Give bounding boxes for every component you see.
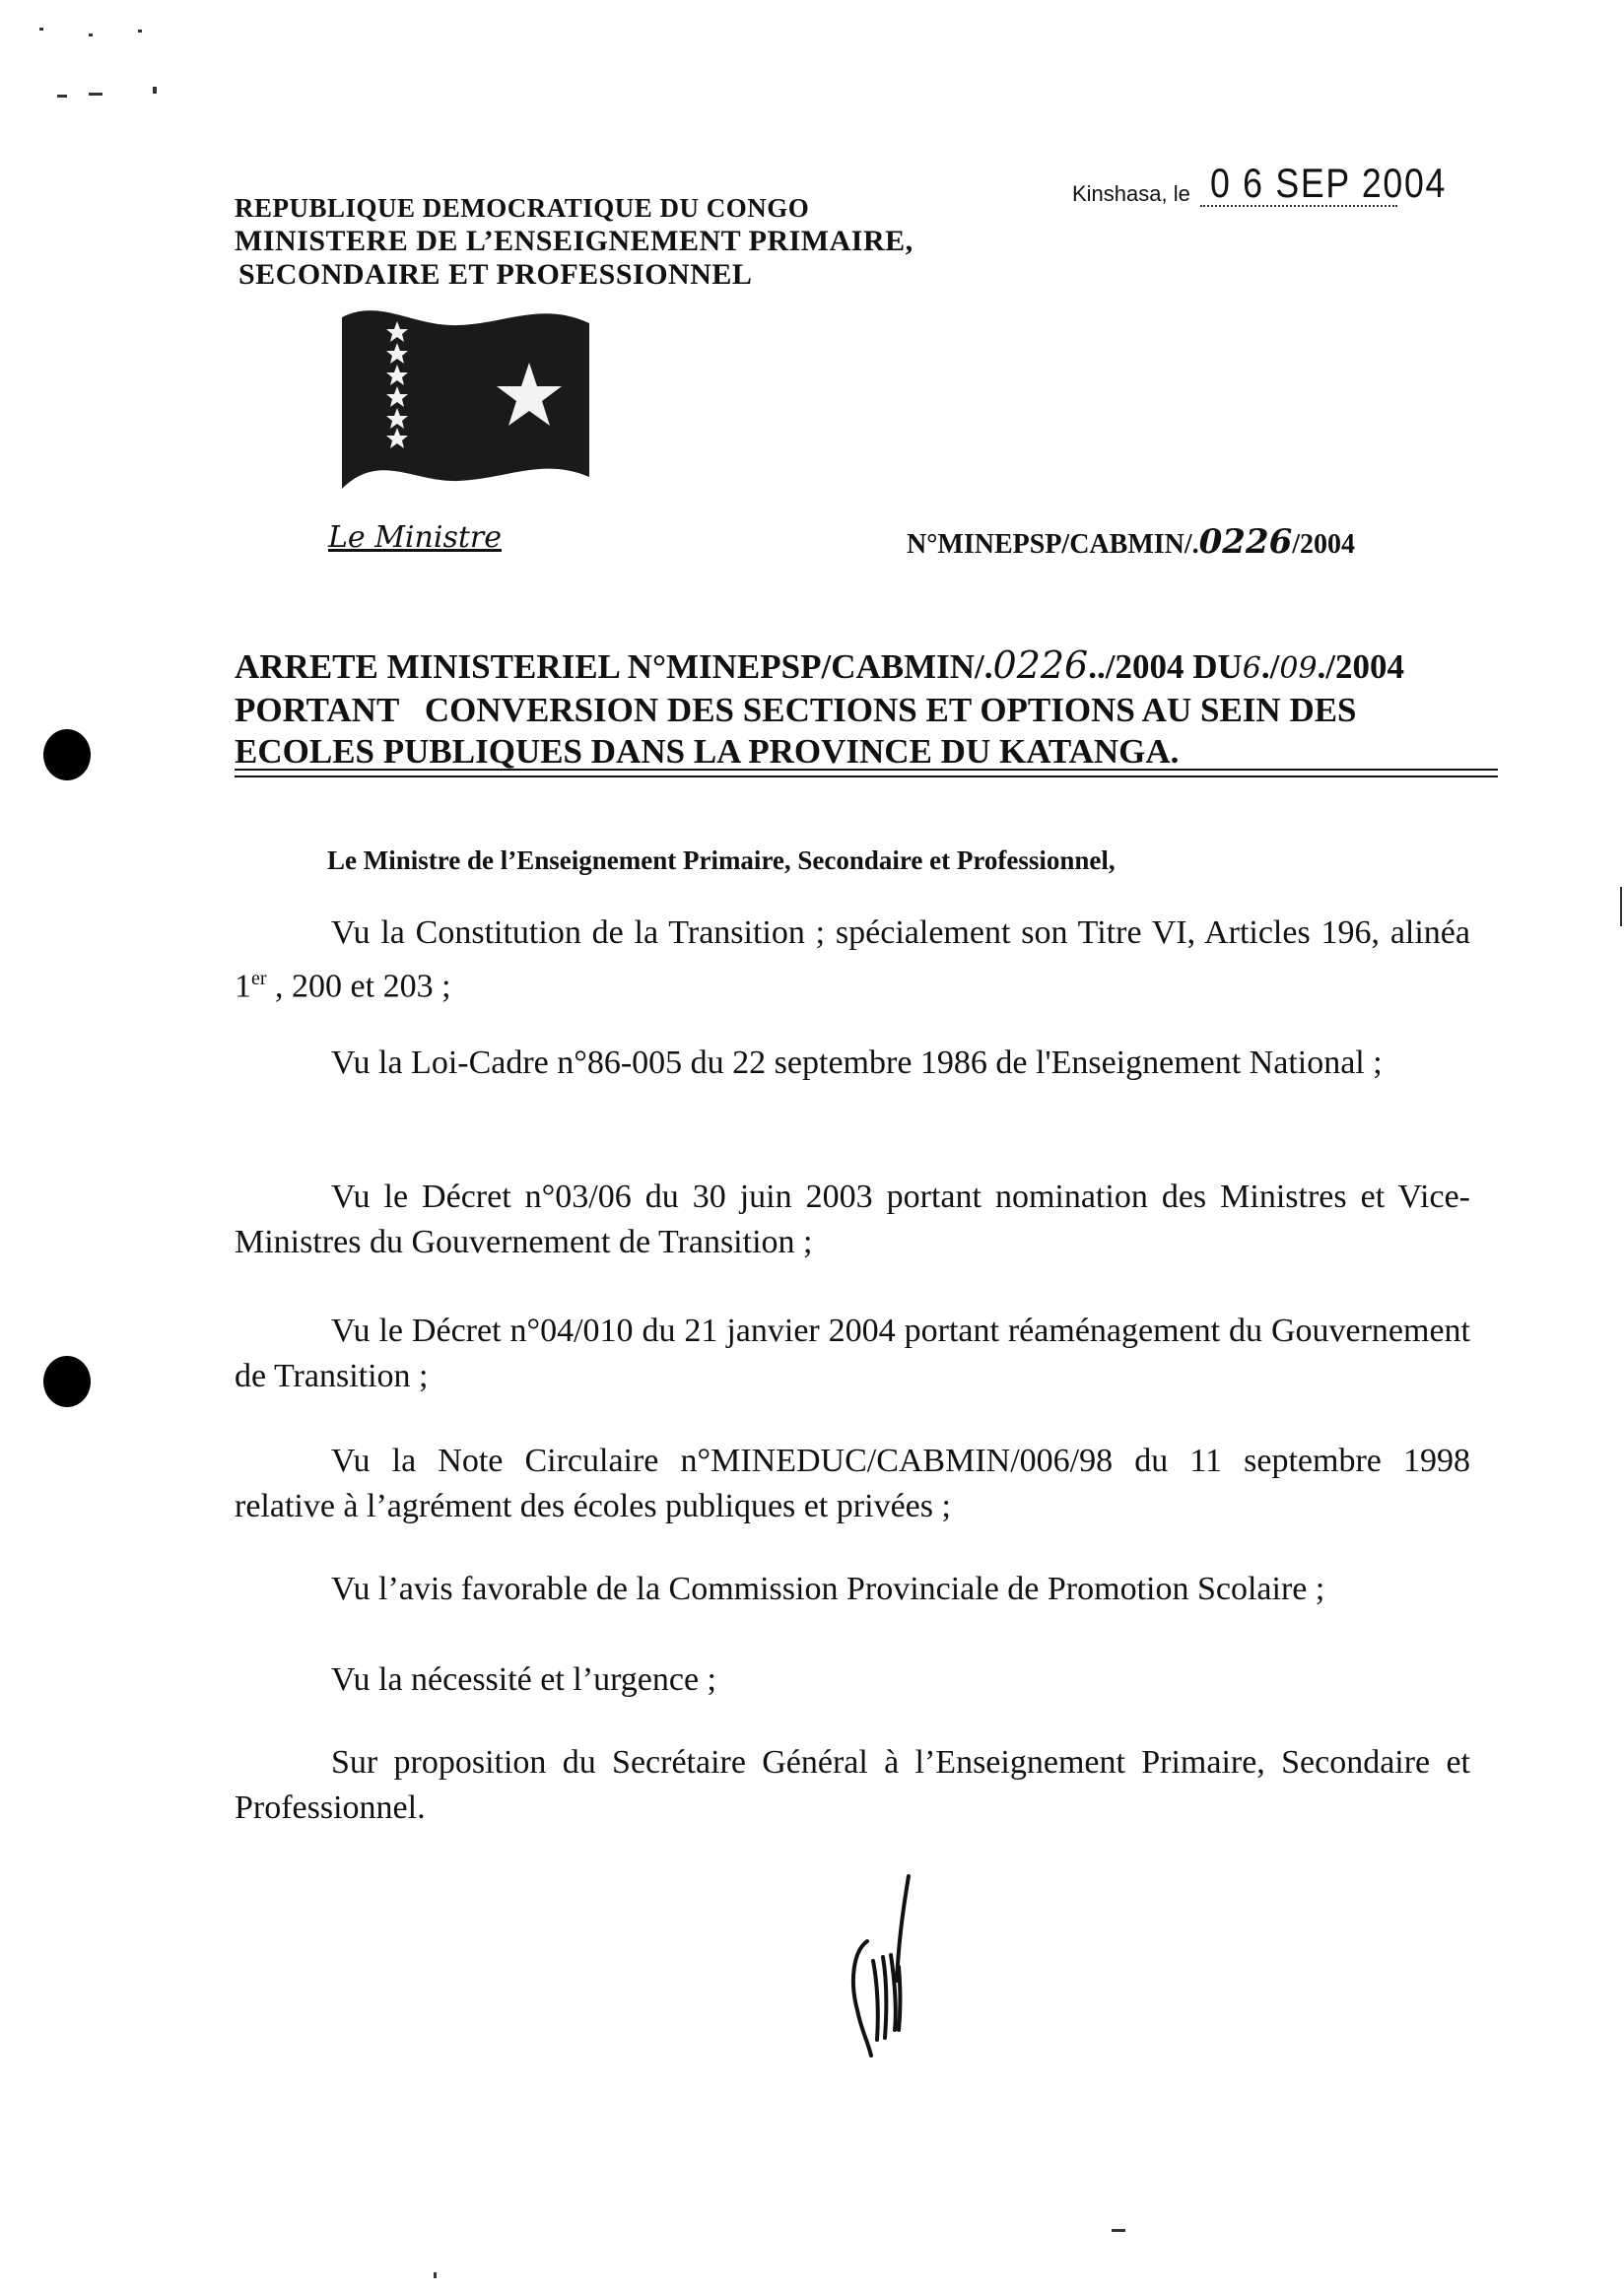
republic-header bbox=[235, 191, 914, 292]
scan-speck bbox=[1620, 887, 1622, 926]
scan-speck bbox=[138, 30, 142, 33]
considerant-1 bbox=[235, 911, 1470, 1009]
arrete-day-handwritten: 6 bbox=[1242, 651, 1261, 686]
place-label: Kinshasa, le bbox=[1072, 181, 1190, 206]
header-line-3: SECONDAIRE ET PROFESSIONNEL bbox=[238, 258, 753, 291]
arrete-part3: ./2004 bbox=[1317, 647, 1405, 686]
header-line-2: MINISTERE DE L’ENSEIGNEMENT PRIMAIRE, bbox=[235, 225, 914, 257]
reference-prefix: N°MINEPSP/CABMIN/. bbox=[907, 529, 1199, 560]
punch-hole-top bbox=[43, 729, 91, 780]
arrete-line-1 bbox=[235, 644, 1470, 690]
considerant-1-sup: er bbox=[251, 968, 267, 989]
initials-scribble-icon bbox=[838, 1872, 926, 2069]
considerant-5: Vu la Note Circulaire n°MINEDUC/CABMIN/006/98 du 11 septembre 1998 relative à l’agrément des écoles publiques et privées ; bbox=[235, 1443, 1470, 1524]
arrete-month-handwritten: 09 bbox=[1279, 651, 1318, 686]
arrete-line-2: PORTANT CONVERSION DES SECTIONS ET OPTIONS AU SEIN DES bbox=[235, 691, 1357, 729]
flag-emblem bbox=[340, 304, 591, 491]
scan-speck bbox=[153, 87, 157, 94]
considerant-4: Vu le Décret n°04/010 du 21 janvier 2004 portant réaménagement du Gouvernement de Transition ; bbox=[235, 1313, 1470, 1394]
scan-speck bbox=[89, 93, 102, 96]
arrete-part2: ../2004 DU bbox=[1088, 647, 1243, 686]
date-line bbox=[1072, 160, 1447, 207]
considerant-1-text: Vu la Constitution de la Transition ; spécialement son Titre VI, Articles 196, alinéa 1 bbox=[235, 914, 1470, 1005]
congo-flag-icon bbox=[340, 304, 591, 491]
arrete-part1: ARRETE MINISTERIEL N°MINEPSP/CABMIN/. bbox=[235, 647, 993, 686]
arrete-sep: ./ bbox=[1260, 647, 1280, 686]
title-double-rule bbox=[235, 769, 1498, 777]
date-dots bbox=[1200, 160, 1447, 207]
date-stamp: 0 6 SEP 2004 bbox=[1209, 160, 1447, 206]
punch-hole-bottom bbox=[43, 1356, 91, 1407]
considerant-8: Sur proposition du Secrétaire Général à l’Enseignement Primaire, Secondaire et Professionnel. bbox=[235, 1744, 1470, 1826]
considerant-2: Vu la Loi-Cadre n°86-005 du 22 septembre 1986 de l'Enseignement National ; bbox=[331, 1045, 1383, 1081]
handwritten-initials bbox=[838, 1872, 926, 2074]
considerant-1-end: , 200 et 203 ; bbox=[266, 968, 451, 1005]
reference-number bbox=[907, 522, 1355, 562]
scan-speck bbox=[1112, 2229, 1125, 2232]
ministre-intro: Le Ministre de l’Enseignement Primaire, Secondaire et Professionnel, bbox=[327, 845, 1116, 875]
header-line-1: REPUBLIQUE DEMOCRATIQUE DU CONGO bbox=[235, 193, 810, 223]
considerant-3: Vu le Décret n°03/06 du 30 juin 2003 portant nomination des Ministres et Vice-Ministres du Gouvernement de Transition ; bbox=[235, 1179, 1470, 1260]
considerant-6: Vu l’avis favorable de la Commission Provinciale de Promotion Scolaire ; bbox=[331, 1571, 1325, 1607]
le-ministre-label: Le Ministre bbox=[328, 520, 502, 555]
scan-speck bbox=[434, 2272, 437, 2278]
arrete-title bbox=[235, 644, 1470, 773]
arrete-line-3: ECOLES PUBLIQUES DANS LA PROVINCE DU KATANGA. bbox=[235, 732, 1180, 771]
scan-speck bbox=[89, 34, 93, 36]
scan-speck bbox=[57, 95, 67, 98]
reference-handwritten: 0226 bbox=[1198, 522, 1293, 562]
considerant-7: Vu la nécessité et l’urgence ; bbox=[331, 1661, 716, 1698]
arrete-number-handwritten: 0226 bbox=[992, 643, 1089, 687]
scan-speck bbox=[39, 28, 43, 31]
reference-suffix: /2004 bbox=[1292, 529, 1356, 560]
